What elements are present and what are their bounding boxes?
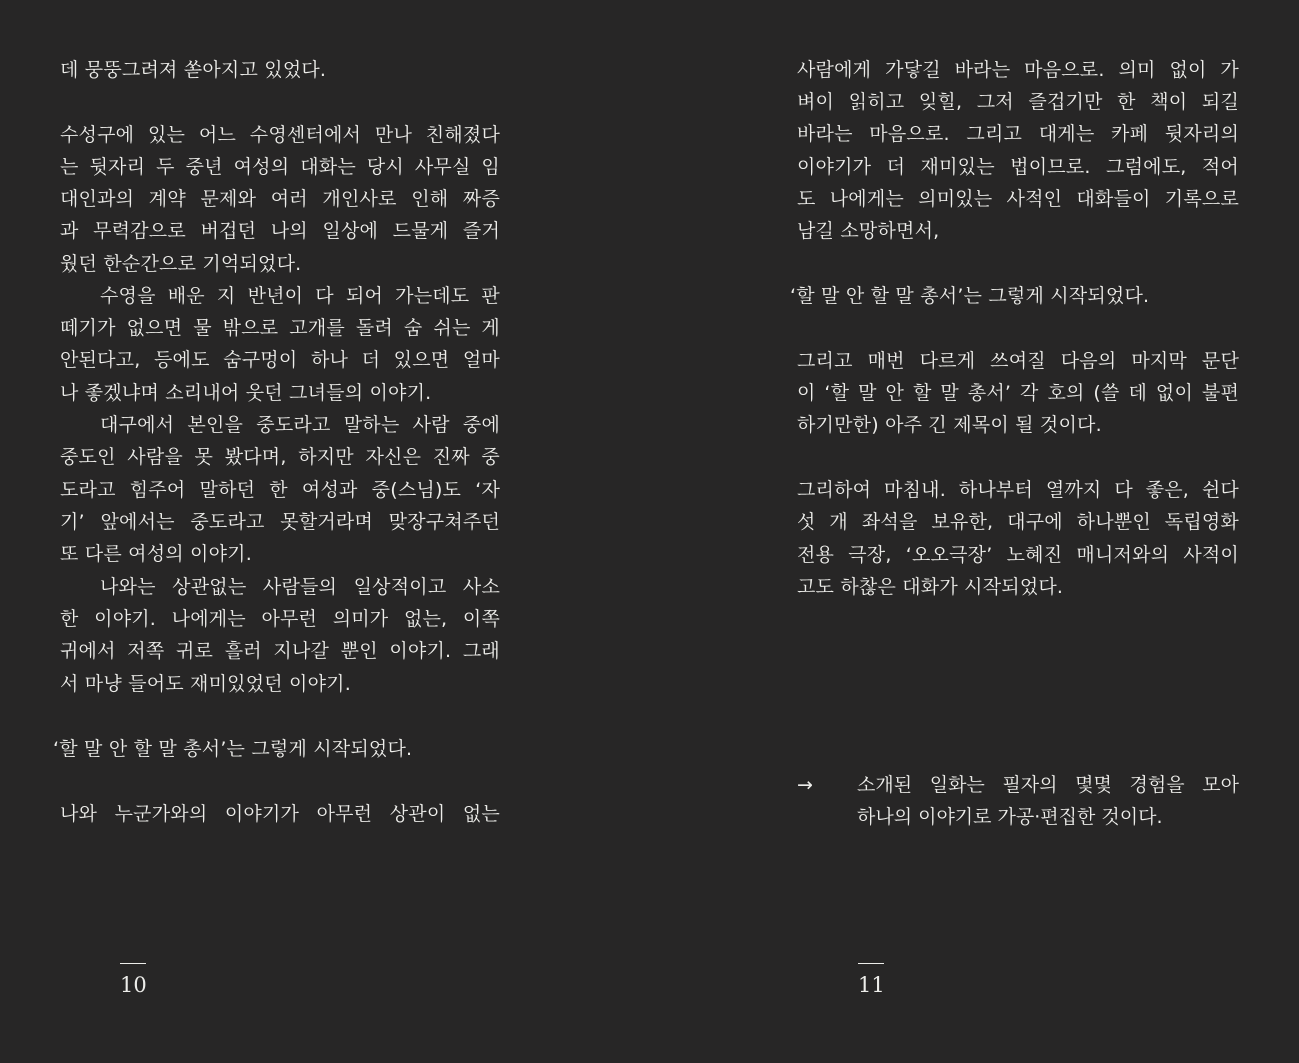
body-text-line: 대구에서 본인을 중도라고 말하는 사람 중에	[100, 414, 500, 436]
body-text-line: 나와 누군가와의 이야기가 아무런 상관이 없는	[60, 803, 500, 825]
page-number: 10	[120, 973, 147, 997]
body-text-line: 기’ 앞에서는 중도라고 못할거라며 맞장구쳐주던	[60, 511, 500, 533]
body-text-line: 이 ‘할 말 안 할 말 총서’ 각 호의 (쓸 데 없이 불편	[797, 382, 1239, 404]
arrow-icon: →	[797, 774, 813, 796]
body-text-line: 도 나에게는 의미있는 사적인 대화들이 기록으로	[797, 188, 1239, 210]
footnote-line: 하나의 이야기로 가공·편집한 것이다.	[857, 806, 1163, 828]
body-text-line: 나와는 상관없는 사람들의 일상적이고 사소	[100, 576, 500, 598]
series-statement: ‘할 말 안 할 말 총서’는 그렇게 시작되었다.	[53, 738, 413, 760]
body-text-line: 이야기가 더 재미있는 법이므로. 그럼에도, 적어	[797, 156, 1239, 178]
body-text-line: 그리하여 마침내. 하나부터 열까지 다 좋은, 쉰다	[797, 479, 1239, 501]
body-text-line: 도라고 힘주어 말하던 한 여성과 중(스님)도 ‘자	[60, 479, 500, 501]
body-text-line: 바라는 마음으로. 그리고 대게는 카페 뒷자리의	[797, 123, 1239, 145]
body-text-line: 사람에게 가닿길 바라는 마음으로. 의미 없이 가	[797, 59, 1239, 81]
body-text-line: 귀에서 저쪽 귀로 흘러 지나갈 뿐인 이야기. 그래	[60, 640, 500, 662]
body-text-line: 나 좋겠냐며 소리내어 웃던 그녀들의 이야기.	[60, 382, 432, 404]
body-text-line: 벼이 읽히고 잊힐, 그저 즐겁기만 한 책이 되길	[797, 91, 1239, 113]
body-text-line: 웠던 한순간으로 기억되었다.	[60, 253, 302, 275]
body-text-line: 과 무력감으로 버겁던 나의 일상에 드물게 즐거	[60, 220, 500, 242]
body-text-line: 한 이야기. 나에게는 아무런 의미가 없는, 이쪽	[60, 608, 500, 630]
page-number: 11	[858, 973, 885, 997]
right-page	[649, 0, 1299, 1063]
body-text-line: 섯 개 좌석을 보유한, 대구에 하나뿐인 독립영화	[797, 511, 1239, 533]
series-statement: ‘할 말 안 할 말 총서’는 그렇게 시작되었다.	[790, 285, 1150, 307]
body-text-line: 또 다른 여성의 이야기.	[60, 543, 252, 565]
body-text-line: 수영을 배운 지 반년이 다 되어 가는데도 판	[100, 285, 500, 307]
body-text-line: 수성구에 있는 어느 수영센터에서 만나 친해졌다	[60, 124, 500, 146]
left-page	[0, 0, 649, 1063]
body-text-line: 고도 하찮은 대화가 시작되었다.	[797, 576, 1064, 598]
body-text-line: 는 뒷자리 두 중년 여성의 대화는 당시 사무실 임	[60, 156, 500, 178]
body-text-line: 그리고 매번 다르게 쓰여질 다음의 마지막 문단	[797, 350, 1239, 372]
body-text-line: 하기만한) 아주 긴 제목이 될 것이다.	[797, 414, 1102, 436]
footnote-line: 소개된 일화는 필자의 몇몇 경험을 모아	[857, 774, 1239, 796]
body-text-line: 데 뭉뚱그려져 쏟아지고 있었다.	[60, 59, 327, 81]
body-text-line: 서 마냥 들어도 재미있었던 이야기.	[60, 673, 351, 695]
page-number-rule	[120, 963, 146, 964]
page-number-rule	[858, 963, 884, 964]
body-text-line: 떼기가 없으면 물 밖으로 고개를 돌려 숨 쉬는 게	[60, 317, 500, 339]
body-text-line: 남길 소망하면서,	[797, 220, 940, 242]
body-text-line: 안된다고, 등에도 숨구멍이 하나 더 있으면 얼마	[60, 349, 500, 371]
body-text-line: 중도인 사람을 못 봤다며, 하지만 자신은 진짜 중	[60, 446, 500, 468]
body-text-line: 대인과의 계약 문제와 여러 개인사로 인해 짜증	[60, 188, 500, 210]
body-text-line: 전용 극장, ‘오오극장’ 노혜진 매니저와의 사적이	[797, 544, 1239, 566]
